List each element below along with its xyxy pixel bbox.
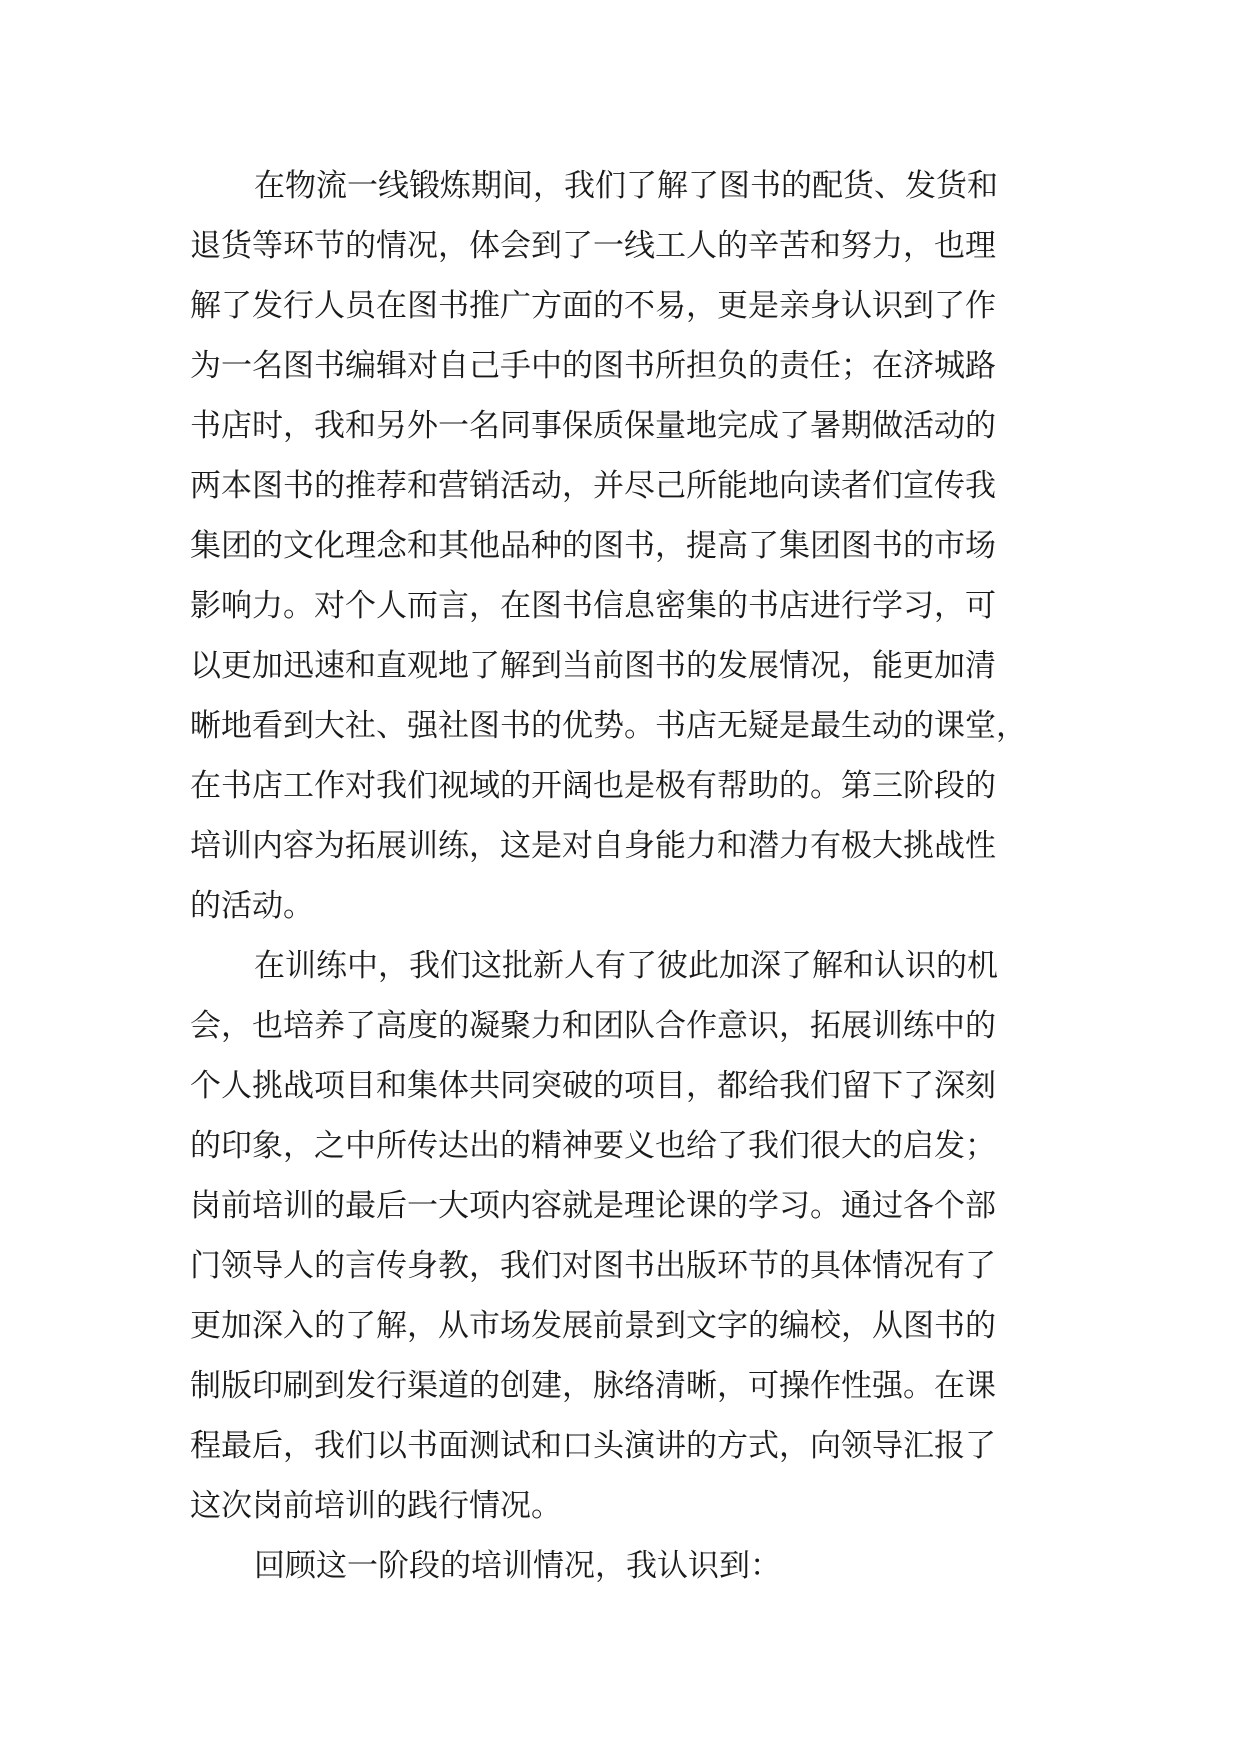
text-line: 以更加迅速和直观地了解到当前图书的发展情况，能更加清 bbox=[190, 648, 996, 684]
text-line: 制版印刷到发行渠道的创建，脉络清晰，可操作性强。在课 bbox=[190, 1368, 996, 1404]
text-line: 会，也培养了高度的凝聚力和团队合作意识，拓展训练中的 bbox=[190, 1008, 996, 1044]
text-line: 个人挑战项目和集体共同突破的项目，都给我们留下了深刻 bbox=[190, 1068, 996, 1104]
text-line: 门领导人的言传身教，我们对图书出版环节的具体情况有了 bbox=[190, 1248, 996, 1284]
text-line: 程最后，我们以书面测试和口头演讲的方式，向领导汇报了 bbox=[190, 1428, 996, 1464]
paragraph-3 bbox=[190, 1536, 1060, 1596]
text-line: 这次岗前培训的践行情况。 bbox=[190, 1488, 562, 1524]
text-line: 书店时，我和另外一名同事保质保量地完成了暑期做活动的 bbox=[190, 408, 996, 444]
text-line: 两本图书的推荐和营销活动，并尽己所能地向读者们宣传我 bbox=[190, 468, 996, 504]
text-line: 回顾这一阶段的培训情况，我认识到： bbox=[254, 1548, 781, 1584]
text-line: 解了发行人员在图书推广方面的不易，更是亲身认识到了作 bbox=[190, 288, 996, 324]
text-line: 在物流一线锻炼期间，我们了解了图书的配货、发货和 bbox=[254, 168, 998, 204]
document-body bbox=[190, 156, 1060, 1596]
text-line: 为一名图书编辑对自己手中的图书所担负的责任；在济城路 bbox=[190, 348, 996, 384]
text-line: 在训练中，我们这批新人有了彼此加深了解和认识的机 bbox=[254, 948, 998, 984]
text-line: 集团的文化理念和其他品种的图书，提高了集团图书的市场 bbox=[190, 528, 996, 564]
text-line: 晰地看到大社、强社图书的优势。书店无疑是最生动的课堂， bbox=[190, 708, 1027, 744]
text-line: 的印象，之中所传达出的精神要义也给了我们很大的启发； bbox=[190, 1128, 996, 1164]
text-line: 在书店工作对我们视域的开阔也是极有帮助的。第三阶段的 bbox=[190, 768, 996, 804]
text-line: 岗前培训的最后一大项内容就是理论课的学习。通过各个部 bbox=[190, 1188, 996, 1224]
text-line: 退货等环节的情况，体会到了一线工人的辛苦和努力，也理 bbox=[190, 228, 996, 264]
text-line: 的活动。 bbox=[190, 888, 314, 924]
text-line: 培训内容为拓展训练，这是对自身能力和潜力有极大挑战性 bbox=[190, 828, 996, 864]
text-line: 影响力。对个人而言，在图书信息密集的书店进行学习，可 bbox=[190, 588, 996, 624]
text-line: 更加深入的了解，从市场发展前景到文字的编校，从图书的 bbox=[190, 1308, 996, 1344]
paragraph-1 bbox=[190, 156, 1060, 936]
paragraph-2 bbox=[190, 936, 1060, 1536]
